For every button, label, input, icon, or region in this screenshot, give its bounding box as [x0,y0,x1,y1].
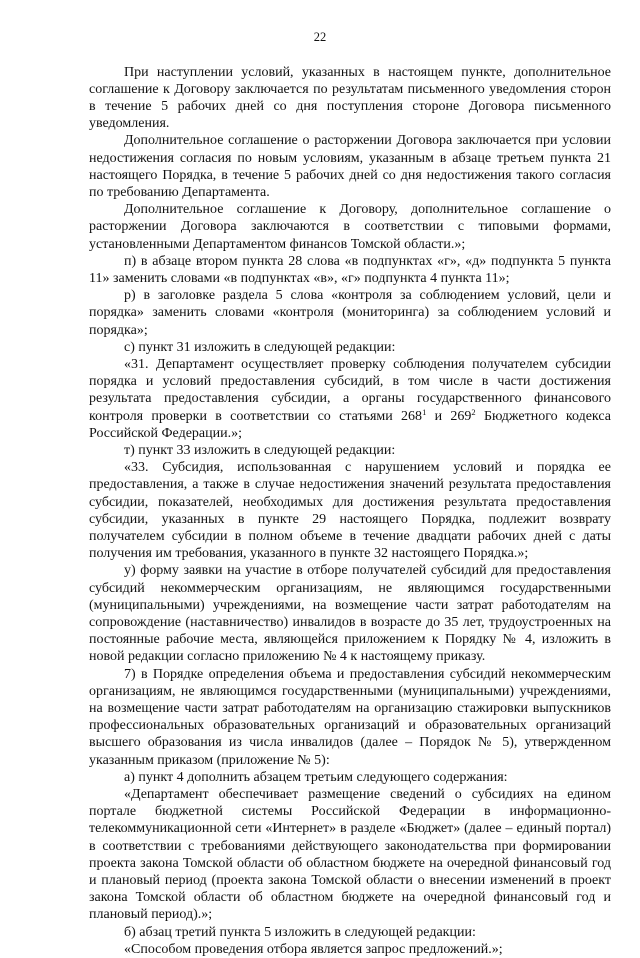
document-body [89,64,611,958]
paragraph: «Департамент обеспечивает размещение сведений о субсидиях на едином портале бюджетной системы Российской Федерации в информационно-телекоммуникационной сети «Интернет» в разделе «Бюджет» (далее – единый портал) в соответствии с требованиями действующего законодательства при формировании проекта закона Томской области об областном бюджете на очередной финансовый год и плановый период (проекта закона Томской области о внесении изменений в проект закона Томской области об областном бюджете на очередной финансовый год и плановый период).»; [89,786,611,924]
paragraph: 7) в Порядке определения объема и предоставления субсидий некоммерческим организациям, не являющимся государственными (муниципальными) учреждениями, на возмещение части затрат работодателям на организацию стажировки выпускников профессиональных образовательных организаций и образовательных организаций высшего образования из числа инвалидов (далее – Порядок № 5), утвержденном указанным приказом (приложение № 5): [89,666,611,769]
paragraph-text: «31. Департамент осуществляет проверку соблюдения получателем субсидии порядка и условий предоставления субсидий, в том числе в части достижения результата предоставления субсидии, а органы государственного финансового контроля проверки в соответствии со статьями 268 [89,357,611,424]
paragraph-text: Бюджетного кодекса Российской Федерации.»; [89,409,611,441]
paragraph: а) пункт 4 дополнить абзацем третьим следующего содержания: [89,769,611,786]
paragraph: т) пункт 33 изложить в следующей редакции: [89,442,611,459]
paragraph: у) форму заявки на участие в отборе получателей субсидий для предоставления субсидий некоммерческим организациям, не являющимся государственными (муниципальными) учреждениями, на возмещение части затрат работодателям на сопровождение (наставничество) инвалидов в возрасте до 35 лет, трудоустроенных на постоянные рабочие места, являющейся приложением к Порядку № 4, изложить в новой редакции согласно приложению № 4 к настоящему приказу. [89,562,611,665]
paragraph-point-31 [89,356,611,442]
page-number: 22 [0,30,640,44]
paragraph: «Способом проведения отбора является запрос предложений.»; [89,941,611,958]
paragraph: б) абзац третий пункта 5 изложить в следующей редакции: [89,924,611,941]
paragraph: п) в абзаце втором пункта 28 слова «в подпунктах «г», «д» подпункта 5 пункта 11» заменить словами «в подпунктах «в», «г» подпункта 4 пункта 11»; [89,253,611,287]
paragraph: При наступлении условий, указанных в настоящем пункте, дополнительное соглашение к Договору заключается по результатам письменного уведомления сторон в течение 5 рабочих дней со дня поступления стороне Договора письменного уведомления. [89,64,611,133]
paragraph: «33. Субсидия, использованная с нарушением условий и порядка ее предоставления, а также в случае недостижения значений результата предоставления субсидии, показателей, необходимых для достижения результата предоставления субсидии, указанных в пункте 29 настоящего Порядка, подлежит возврату получателем субсидии в полном объеме в течение двадцати рабочих дней с даты получения им требования, указанного в пункте 32 настоящего Порядка.»; [89,459,611,562]
superscript: 2 [471,407,475,417]
paragraph: с) пункт 31 изложить в следующей редакции: [89,339,611,356]
paragraph: Дополнительное соглашение о расторжении Договора заключается при условии недостижения согласия по новым условиям, указанным в абзаце третьем пункта 21 настоящего Порядка, в течение 5 рабочих дней со дня недостижения такого согласия по требованию Департамента. [89,132,611,201]
paragraph: Дополнительное соглашение к Договору, дополнительное соглашение о расторжении Договора заключаются в соответствии с типовыми формами, установленными Департаментом финансов Томской области.»; [89,201,611,253]
paragraph: р) в заголовке раздела 5 слова «контроля за соблюдением условий, цели и порядка» заменить словами «контроля (мониторинга) за соблюдением условий и порядка»; [89,287,611,339]
superscript: 1 [422,407,426,417]
paragraph-text: и 269 [426,409,471,424]
